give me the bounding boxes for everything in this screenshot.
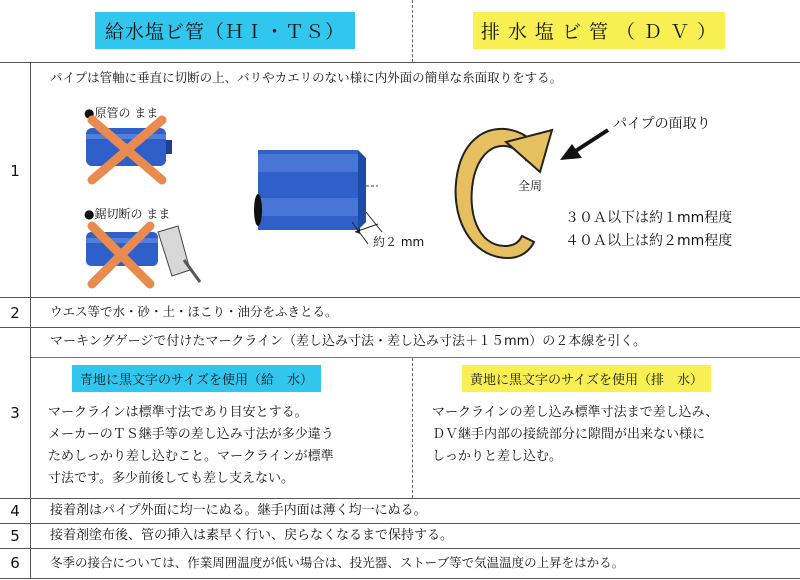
row-3-instruction: マーキングゲージで付けたマークライン（差し込み寸法・差し込み寸法＋１５mm）の２本線を引く。 (50, 334, 647, 349)
row-number-2: 2 (10, 304, 20, 322)
left-body-line: マークラインは標準寸法であり目安とする。 (48, 405, 308, 420)
fig-chamfer-dimension: 約２ mm (373, 235, 425, 249)
saw-cut-pipe-image (86, 226, 200, 284)
row-3-left-header (72, 365, 321, 391)
row-3-right-header (462, 365, 711, 391)
row-number-4: 4 (10, 502, 20, 520)
raw-pipe-image (86, 120, 172, 180)
right-body-line: マークラインの差し込み標準寸法まで差し込み、 (432, 405, 719, 420)
fig-chamfer-caption: パイプの面取り (613, 116, 711, 132)
spec-40a-or-more: ４０Ａ以上は約２mm程度 (565, 233, 733, 249)
drain-color-label: 黄地に黒文字のサイズを使用（排 水） (462, 365, 711, 392)
row-5-instruction: 接着剤塗布後、管の挿入は素早く行い、戻らなくなるまで保持する。 (50, 528, 454, 543)
row-number-3: 3 (10, 404, 20, 422)
row-4-instruction: 接着剤はパイプ外面に均一にぬる。継手内面は薄く均一にぬる。 (50, 503, 427, 518)
row-number-5: 5 (10, 527, 20, 545)
left-body-line: メーカーのＴＳ継手等の差し込み寸法が多少違う (48, 427, 334, 442)
spec-30a-or-less: ３０Ａ以下は約１mm程度 (565, 210, 733, 226)
row-3-right-body (432, 402, 718, 468)
full-round-arrow (456, 129, 552, 258)
fig-full-round-label: 全周 (518, 179, 543, 193)
chamfered-pipe-image (254, 150, 382, 244)
header-right-label: 排 水 塩 ビ 管 （ Ｄ Ｖ ） (473, 12, 725, 49)
row-2-instruction: ウエス等で水・砂・土・ほこり・油分をふきとる。 (50, 304, 338, 319)
row-3-left-body (48, 402, 334, 490)
chamfer-pointer-arrow (560, 130, 608, 160)
fig-raw-pipe-label: ●原管の まま (84, 106, 159, 120)
saw-blade (158, 226, 190, 276)
fig-saw-cut-label: ●鋸切断の まま (84, 207, 171, 221)
row-6-instruction: 冬季の接合については、作業周囲温度が低い場合は、投光器、ストーブ等で気温温度の上昇をはかる。 (50, 555, 625, 570)
right-body-line: しっかりと差し込む。 (432, 449, 563, 464)
water-supply-color-label: 青地に黒文字のサイズを使用（給 水） (72, 365, 321, 392)
row-1-instruction: パイプは管軸に垂直に切断の上、バリやカエリのない様に内外面の簡単な糸面取りをする。 (50, 70, 563, 85)
left-body-line: 寸法です。多少前後しても差し支えない。 (48, 471, 294, 486)
left-body-line: ためしっかり差し込むこと。マークラインが標準 (48, 449, 334, 464)
right-body-line: ＤＶ継手内部の接続部分に隙間が出来ない様に (432, 427, 706, 442)
row-number-1: 1 (10, 162, 20, 180)
row-number-6: 6 (10, 554, 20, 572)
header-left-label: 給水塩ビ管（ＨＩ・ＴＳ） (95, 12, 355, 49)
